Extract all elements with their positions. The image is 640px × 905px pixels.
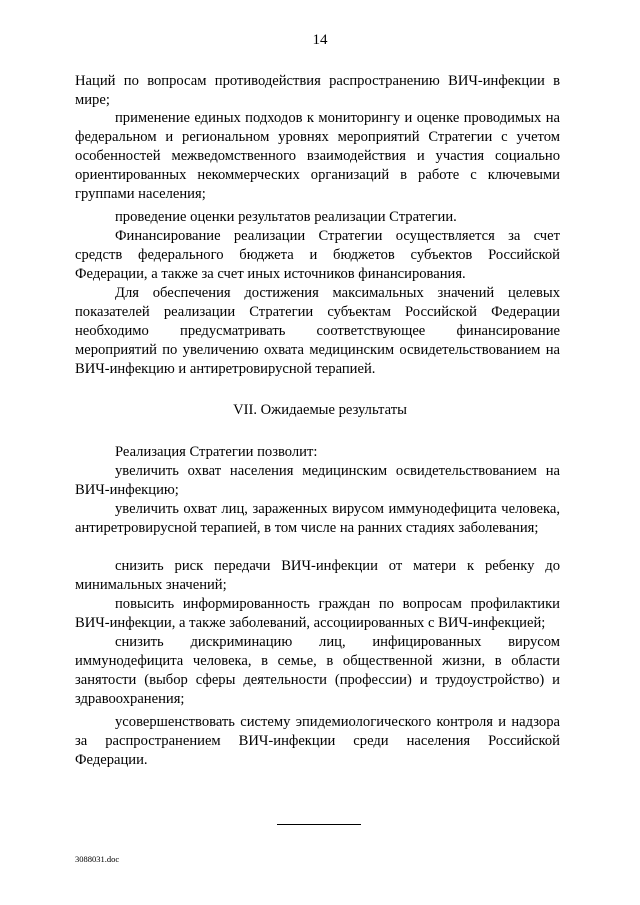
file-label: 3088031.doc — [75, 854, 120, 864]
result-item — [75, 713, 560, 770]
result-item-text: повысить информированность граждан по вопросам профилактики ВИЧ-инфекции, а также заболеваний, ассоциированных с ВИЧ-инфекцией; — [75, 596, 560, 631]
paragraph-text: Для обеспечения достижения максимальных значений целевых показателей реализации Стратегии субъектам Российской Федерации необходимо предусматривать соответствующее финансирование мероприятий по увеличению охвата медицинским освидетельствованием на ВИЧ-инфекцию и антиретровирусной терапией. — [75, 285, 560, 377]
paragraph-text: проведение оценки результатов реализации Стратегии. — [115, 209, 457, 225]
paragraph-text: применение единых подходов к мониторингу и оценке проводимых на федеральном и региональном уровнях мероприятий Стратегии с учетом особенностей межведомственного взаимодействия и участия социально ориентированных некоммерческих организаций в работе с ключевыми группами населения; — [75, 110, 560, 202]
result-item-text: снизить риск передачи ВИЧ-инфекции от матери к ребенку до минимальных значений; — [75, 558, 560, 593]
results-intro — [75, 443, 560, 462]
result-item-text: увеличить охват лиц, зараженных вирусом иммунодефицита человека, антиретровирусной терапией, в том числе на ранних стадиях заболевания; — [75, 501, 560, 536]
result-item — [75, 557, 560, 595]
page-number: 14 — [312, 32, 328, 48]
result-item-text: увеличить охват населения медицинским освидетельствованием на ВИЧ-инфекцию; — [75, 463, 560, 498]
paragraph-text: Наций по вопросам противодействия распространению ВИЧ-инфекции в мире; — [75, 73, 560, 108]
result-item — [75, 462, 560, 500]
paragraph — [75, 227, 560, 284]
result-item — [75, 595, 560, 633]
paragraph — [75, 284, 560, 379]
paragraph-text: Финансирование реализации Стратегии осуществляется за счет средств федерального бюджета и бюджетов субъектов Российской Федерации, а также за счет иных источников финансирования. — [75, 228, 560, 282]
result-item-text: снизить дискриминацию лиц, инфицированных вирусом иммунодефицита человека, в семье, в общественной жизни, в области занятости (выбор сферы деятельности (профессии) и трудоустройство) и здравоохранения; — [75, 634, 560, 707]
paragraph — [75, 72, 560, 110]
result-item — [75, 633, 560, 709]
paragraph — [75, 208, 560, 227]
results-intro-text: Реализация Стратегии позволит: — [115, 444, 318, 460]
section-heading: VII. Ожидаемые результаты — [233, 402, 407, 418]
separator-line — [277, 824, 361, 825]
result-item — [75, 500, 560, 538]
result-item-text: усовершенствовать систему эпидемиологического контроля и надзора за распространением ВИЧ-инфекции среди населения Российской Федерации. — [75, 714, 560, 768]
paragraph — [75, 109, 560, 204]
